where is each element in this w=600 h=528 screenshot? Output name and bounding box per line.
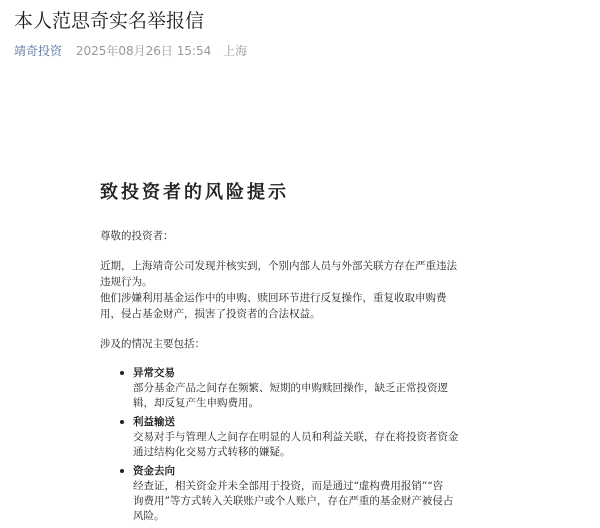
paragraph-2-line-1: 他们涉嫌利用基金运作中的申购、赎回环节进行反复操作，重复收取申购费 [100,292,447,304]
list-item-title: 资金去向 [133,465,175,477]
article-title: 本人范思奇实名举报信 [14,10,205,32]
bullet-icon [120,420,124,424]
list-item-text: 询费用”等方式转入关联账户或个人账户，存在严重的基金财产被侵占 [133,495,454,507]
bullet-icon [120,371,124,375]
list-item [120,464,500,524]
paragraph-2-line-2: 用，侵占基金财产，损害了投资者的合法权益。 [100,308,321,320]
document-image [100,178,500,528]
document-heading: 致投资者的风险提示 [100,182,289,203]
author-link[interactable]: 靖奇投资 [14,44,63,58]
publish-location: 上海 [223,44,248,58]
paragraph-1-line-1: 近期，上海靖奇公司发现并核实到，个别内部人员与外部关联方存在严重违法 [100,260,457,272]
issue-list [120,366,500,524]
publish-time: 2025年08月26日 15:54 [75,44,212,58]
list-item-text: 经查证，相关资金并未全部用于投资，而是通过“虚构费用报销”“咨 [133,480,444,492]
list-item-text: 通过结构化交易方式转移的嫌疑。 [133,446,291,458]
list-item [120,366,500,411]
list-item [120,415,500,460]
list-item-text: 风险。 [133,510,165,522]
list-item-text: 部分基金产品之间存在频繁、短期的申购赎回操作，缺乏正常投资逻 [133,382,448,394]
list-item-text: 交易对手与管理人之间存在明显的人员和利益关联，存在将投资者资金 [133,431,459,443]
bullet-icon [120,469,124,473]
salutation: 尊敬的投资者： [100,230,174,242]
list-intro: 涉及的情况主要包括： [100,338,205,350]
list-item-title: 利益输送 [133,416,175,428]
article-meta [14,42,247,59]
list-item-text: 辑，却反复产生申购费用。 [133,397,259,409]
list-item-title: 异常交易 [133,367,175,379]
paragraph-1-line-2: 违规行为。 [100,276,153,288]
